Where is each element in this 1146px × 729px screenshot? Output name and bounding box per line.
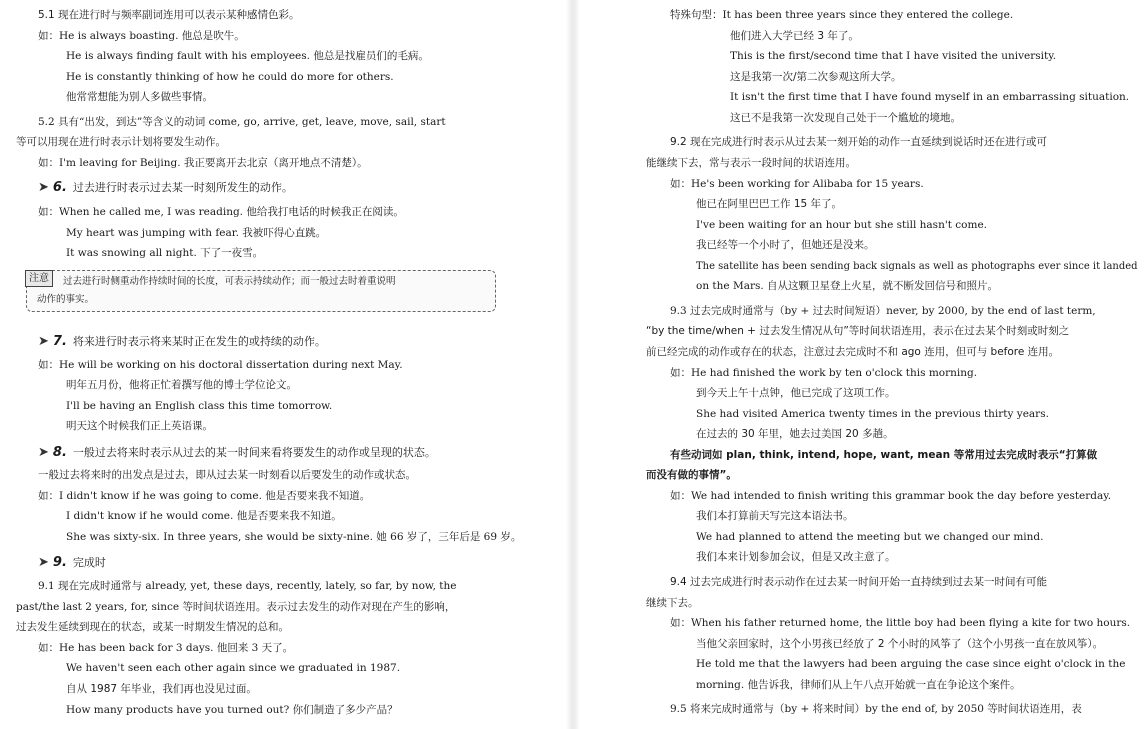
text-line: 9.4 过去完成进行时表示动作在过去某一时间开始一直持续到过去某一时间有可能 [670, 576, 1048, 588]
text-line: 如：He is always boasting. 他总是吹牛。 [38, 30, 245, 42]
text-line: on the Mars. 自从这颗卫星登上火星，就不断发回信号和照片。 [696, 280, 999, 292]
text-line: He told me that the lawyers had been arguing the case since eight o'clock in the [696, 658, 1126, 670]
note-text: 动作的事实。 [37, 294, 95, 305]
text-line: We haven't seen each other again since we graduated in 1987. [66, 662, 401, 674]
text-line: 前已经完成的动作或存在的状态，注意过去完成时不和 ago 连用，但可与 before 连用。 [646, 346, 1060, 358]
text-line: 特殊句型：It has been three years since they entered the college. [670, 9, 1014, 21]
text-line: It isn't the first time that I have found myself in an embarrassing situation. [730, 91, 1130, 103]
text-line: 9.5 将来完成时通常与（by + 将来时间）by the end of, by 2050 等时间状语连用，表 [670, 703, 1082, 715]
text-line: 如：He's been working for Alibaba for 15 years. [670, 178, 924, 190]
text-line: “by the time/when + 过去发生情况从句”等时间状语连用，表示在过去某个时刻或时刻之 [646, 325, 1070, 337]
text-line: 如：He will be working on his doctoral dissertation during next May. [38, 359, 403, 371]
text-line: 我们本来计划参加会议，但是又改主意了。 [696, 551, 896, 563]
arrow-icon: ➤ [38, 445, 49, 460]
text-line: The satellite has been sending back signals as well as photographs ever since it landed [696, 261, 1138, 272]
section-heading: ➤ 6. 过去进行时表示过去某一时刻所发生的动作。 [38, 180, 293, 195]
text-line: 我已经等一个小时了，但她还是没来。 [696, 239, 875, 251]
text-line: 如：I didn't know if he was going to come. 他是否要来我不知道。 [38, 490, 371, 502]
text-line: 到今天上午十点钟，他已完成了这项工作。 [696, 387, 896, 399]
text-line: 9.3 过去完成时通常与（by + 过去时间短语）never, by 2000, by the end of last term, [670, 305, 1096, 317]
text-line: 一般过去将来时的出发点是过去，即从过去某一时刻看以后要发生的动作或状态。 [38, 469, 416, 481]
text-line: It was snowing all night. 下了一夜雪。 [66, 247, 264, 259]
text-line: 如：When his father returned home, the little boy had been flying a kite for two hours. [670, 617, 1131, 629]
text-line: She was sixty-six. In three years, she would be sixty-nine. 她 66 岁了，三年后是 69 岁。 [66, 531, 522, 543]
text-line: 5.2 具有“出发，到达”等含义的动词 come, go, arrive, get, leave, move, sail, start [38, 116, 446, 128]
text-line: morning. 他告诉我，律师们从上午八点开始就一直在争论这个案件。 [696, 679, 1021, 691]
text-line: 如：He has been back for 3 days. 他回来 3 天了。 [38, 642, 294, 654]
text-line: 他常常想能为别人多做些事情。 [66, 91, 213, 103]
text-line: 5.1 现在进行时与频率副词连用可以表示某种感情色彩。 [38, 9, 300, 21]
text-line: 这已不是我第一次发现自己处于一个尴尬的境地。 [730, 112, 961, 124]
text-line: 当他父亲回家时，这个小男孩已经放了 2 个小时的风筝了（这个小男孩一直在放风筝）。 [696, 638, 1104, 650]
text-line: 过去发生延续到现在的状态，或某一时期发生情况的总和。 [16, 621, 289, 633]
section-heading: ➤ 9. 完成时 [38, 555, 106, 570]
text-line: 如：When he called me, I was reading. 他给我打电话的时候我正在阅读。 [38, 206, 404, 218]
text-line: I didn't know if he would come. 他是否要来我不知道。 [66, 510, 342, 522]
text-line: I'll be having an English class this time tomorrow. [66, 400, 333, 412]
text-line: 如：He had finished the work by ten o'clock this morning. [670, 367, 978, 379]
text-line: My heart was jumping with fear. 我被吓得心直跳。 [66, 227, 327, 239]
text-line: We had planned to attend the meeting but we changed our mind. [696, 531, 1044, 543]
text-line: 自从 1987 年毕业，我们再也没见过面。 [66, 683, 257, 695]
arrow-icon: ➤ [38, 334, 49, 349]
text-line: 在过去的 30 年里，她去过美国 20 多趟。 [696, 428, 894, 440]
text-line: past/the last 2 years, for, since 等时间状语连用。表示过去发生的动作对现在产生的影响， [16, 601, 456, 613]
text-line: 等可以用现在进行时表示计划将要发生动作。 [16, 136, 226, 148]
text-line: He is always finding fault with his employees. 他总是找雇员们的毛病。 [66, 50, 429, 62]
text-line: 继续下去。 [646, 597, 699, 609]
arrow-icon: ➤ [38, 555, 49, 570]
section-heading: ➤ 7. 将来进行时表示将来某时正在发生的或持续的动作。 [38, 334, 326, 349]
text-line: He is constantly thinking of how he could do more for others. [66, 71, 394, 83]
text-line: 明天这个时候我们正上英语课。 [66, 420, 213, 432]
arrow-icon: ➤ [38, 180, 49, 195]
text-line: 如：I'm leaving for Beijing. 我正要离开去北京（离开地点不清楚）。 [38, 157, 368, 169]
right-page [580, 0, 1146, 729]
text-line: This is the first/second time that I have visited the university. [730, 50, 1057, 62]
text-line: 而没有做的事情”。 [646, 469, 737, 481]
text-line: 如：We had intended to finish writing this grammar book the day before yesterday. [670, 490, 1112, 502]
text-line: 有些动词如 plan, think, intend, hope, want, mean 等常用过去完成时表示“打算做 [670, 449, 1098, 461]
text-line: She had visited America twenty times in the previous thirty years. [696, 408, 1049, 420]
text-line: 明年五月份，他将正忙着撰写他的博士学位论文。 [66, 379, 297, 391]
text-line: 9.1 现在完成时通常与 already, yet, these days, recently, lately, so far, by now, the [38, 580, 457, 592]
text-line: How many products have you turned out? 你们制造了多少产品？ [66, 704, 398, 716]
left-page [0, 0, 566, 729]
text-line: 能继续下去，常与表示一段时间的状语连用。 [646, 157, 856, 169]
note-text: 过去进行时侧重动作持续时间的长度，可表示持续动作；而一般过去时着重说明 [63, 276, 396, 287]
page-gutter [566, 0, 580, 729]
note-tag: 注意 [25, 270, 53, 287]
text-line: 我们本打算前天写完这本语法书。 [696, 510, 854, 522]
text-line: 这是我第一次/第二次参观这所大学。 [730, 71, 902, 83]
text-line: 他们进入大学已经 3 年了。 [730, 30, 859, 42]
text-line: 9.2 现在完成进行时表示从过去某一刻开始的动作一直延续到说话时还在进行或可 [670, 136, 1048, 148]
section-heading: ➤ 8. 一般过去将来时表示从过去的某一时间来看将要发生的动作或呈现的状态。 [38, 445, 436, 460]
text-line: I've been waiting for an hour but she still hasn't come. [696, 219, 987, 231]
text-line: 他已在阿里巴巴工作 15 年了。 [696, 198, 843, 210]
note-box [26, 270, 496, 312]
